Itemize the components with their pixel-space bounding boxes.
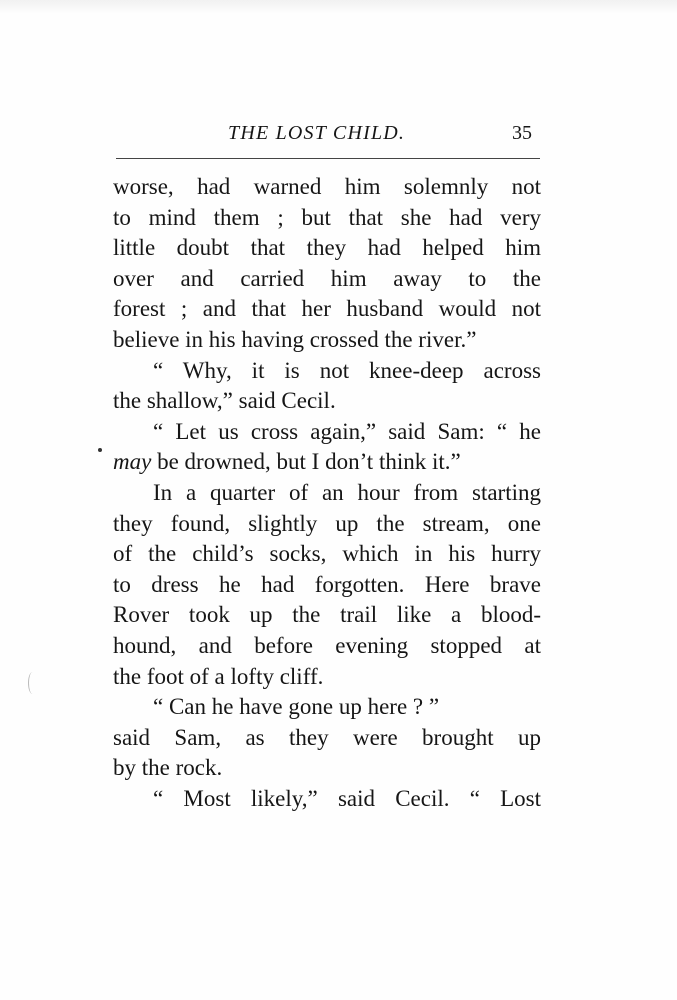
text-line [113,447,541,478]
text-line [113,570,541,601]
stray-margin-mark [28,672,37,694]
text-line [113,662,541,693]
text-segment: to mind them ; but that she had very [113,204,541,230]
text-line [113,294,541,325]
header-rule [116,158,540,159]
text-segment: to dress he had forgotten. Here brave [113,571,541,597]
page-number: 35 [512,122,532,144]
text-segment: “ Why, it is not knee-deep across [153,357,541,383]
text-segment: worse, had warned him solemnly not [113,174,541,199]
text-line [113,325,541,356]
text-segment: believe in his having crossed the river.” [113,326,477,352]
text-segment: In a quarter of an hour from starting [153,479,541,505]
text-segment: by the rock. [113,755,223,781]
paragraph-start-line [113,478,541,509]
text-line [113,631,541,662]
paragraph-start-line [113,356,541,387]
text-segment: the shallow,” said Cecil. [113,388,336,414]
text-line [113,233,541,264]
paragraph-start-line [113,692,541,723]
stray-ink-dot [98,448,102,452]
chapter-title: THE LOST CHILD. [228,122,406,144]
italic-word: may [113,449,152,475]
text-line [113,723,541,754]
text-segment: the foot of a lofty cliff. [113,663,324,689]
text-segment: they found, slightly up the stream, one [113,510,541,536]
text-line [113,600,541,631]
paragraph-start-line [113,784,541,815]
text-line [113,203,541,234]
paragraph-start-line [113,417,541,448]
text-segment: of the child’s socks, which in his hurry [113,541,541,567]
text-segment: forest ; and that her husband would not [113,296,541,322]
page-top-edge [0,0,677,14]
running-head [0,118,677,148]
text-segment: “ Let us cross again,” said Sam: “ he [153,418,541,444]
text-segment: “ Most likely,” said Cecil. “ Lost [153,785,541,811]
text-line [113,753,541,784]
text-segment: Rover took up the trail like a blood- [113,602,541,628]
text-segment: over and carried him away to the [113,265,541,291]
text-line [113,539,541,570]
text-segment: hound, and before evening stopped at [113,632,541,658]
text-line [113,172,541,203]
text-segment: “ Can he have gone up here ? ” [153,694,440,720]
text-line [113,386,541,417]
body-text [113,172,541,814]
text-segment: be drowned, but I don’t think it.” [151,449,461,475]
text-line [113,509,541,540]
text-segment: little doubt that they had helped him [113,235,541,261]
text-segment [113,449,461,474]
text-line [113,264,541,295]
text-segment: said Sam, as they were brought up [113,724,541,750]
